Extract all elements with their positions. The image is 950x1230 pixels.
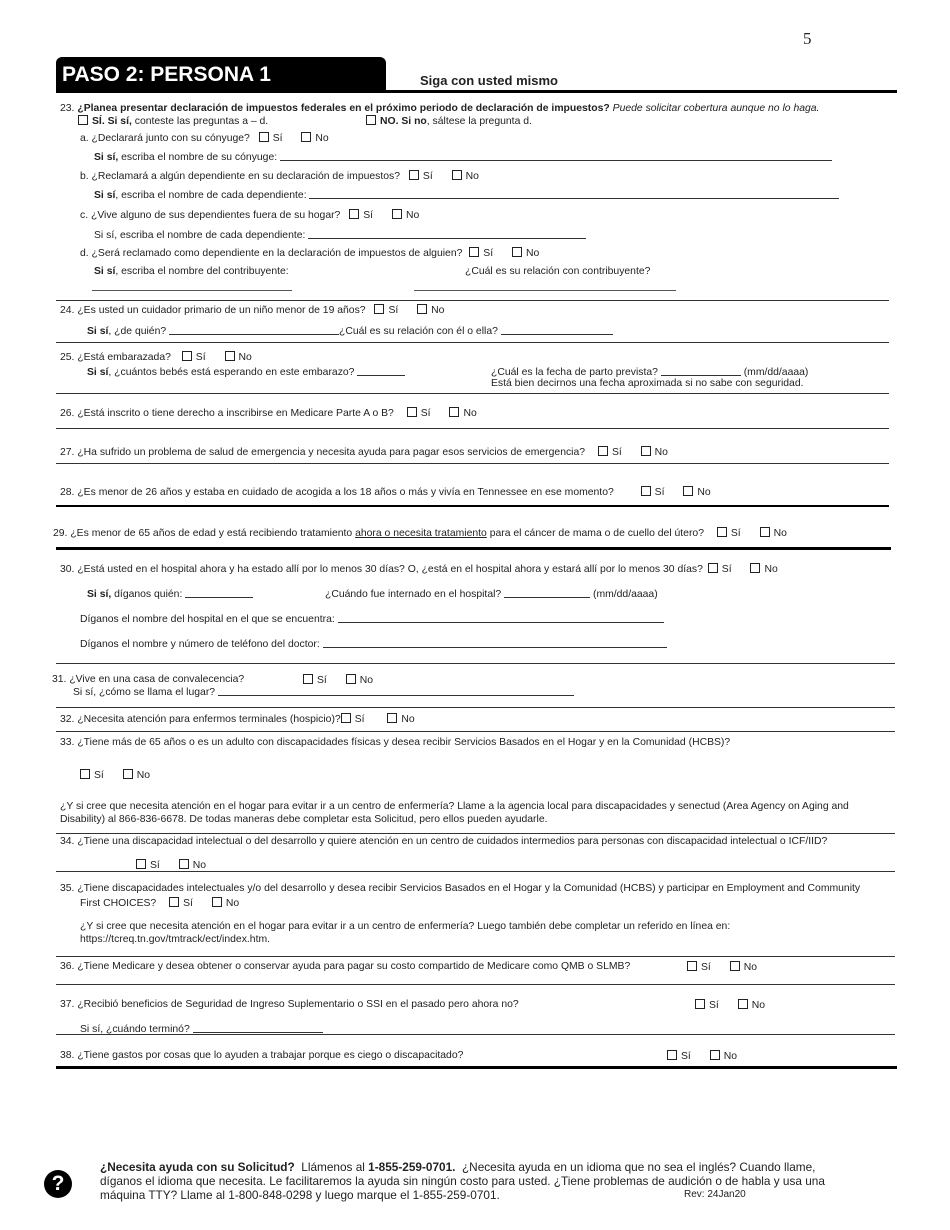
q23a-no-checkbox[interactable] — [301, 132, 311, 142]
q37-no-checkbox[interactable] — [738, 999, 748, 1009]
q28-row: 28. ¿Es menor de 26 años y estaba en cuidado de acogida a los 18 años o más y vivía en Tennessee en ese momento? Sí No — [60, 487, 711, 498]
divider — [56, 833, 895, 834]
q37-question: 37. ¿Recibió beneficios de Seguridad de Ingreso Suplementario o SSI en el pasado pero ahora no? — [60, 999, 519, 1010]
hospital-name-field[interactable] — [338, 613, 664, 623]
q23d-row: d. ¿Será reclamado como dependiente en la declaración de impuestos de alguien? Sí No — [80, 248, 540, 259]
q32-no-checkbox[interactable] — [387, 713, 397, 723]
page-number: 5 — [803, 29, 812, 48]
divider — [56, 731, 895, 732]
q32-yes-checkbox[interactable] — [341, 713, 351, 723]
divider — [56, 463, 889, 464]
divider — [56, 300, 889, 301]
q23-yes-option: SÍ. Si sí, conteste las preguntas a – d. — [78, 115, 268, 127]
due-date-field[interactable] — [661, 366, 741, 376]
q37-follow: Si sí, ¿cuándo terminó? — [80, 1023, 323, 1035]
q23a-follow: Si sí, escriba el nombre de su cónyuge: — [94, 151, 832, 163]
q23b-follow: Si sí, escriba el nombre de cada dependiente: — [94, 189, 839, 201]
q33-note-line1: ¿Y si cree que necesita atención en el hogar para evitar ir a un centro de enfermería? Llame a la agencia local para discapacidades y senectud (Area Agency on Aging and — [60, 801, 849, 812]
q23c-follow: Si sí, escriba el nombre de cada dependiente: — [94, 229, 586, 241]
q30-row: 30. ¿Está usted en el hospital ahora y ha estado allí por lo menos 30 días? O, ¿está en el hospital ahora y estará allí por lo menos 30 días? Sí No — [60, 564, 778, 575]
q23-no-checkbox[interactable] — [366, 115, 376, 125]
ssi-end-field[interactable] — [193, 1023, 323, 1033]
header-rule — [56, 90, 897, 93]
q29-row: 29. ¿Es menor de 65 años de edad y está recibiendo tratamiento ahora o necesita tratamiento para el cáncer de mama o de cuello del útero? Sí No — [53, 528, 787, 539]
q35-question-line1: 35. ¿Tiene discapacidades intelectuales y/o del desarrollo y desea recibir Servicios Basados en el Hogar y la Comunidad (HCBS) y participar en Employment and Community — [60, 883, 861, 894]
q23c-row: c. ¿Vive alguno de sus dependientes fuera de su hogar? Sí No — [80, 210, 420, 221]
q36-options: Sí No — [687, 961, 773, 973]
q35-note-link[interactable]: https://tcreq.tn.gov/tmtrack/ect/index.htm. — [80, 934, 270, 945]
bottom-rule — [56, 1066, 897, 1069]
q29-no-checkbox[interactable] — [760, 527, 770, 537]
q28-yes-checkbox[interactable] — [641, 486, 651, 496]
q33-note-line2: Disability) al 866-836-6678. De todas maneras debe completar esta Solicitud, pero ellos pueden ayudarle. — [60, 814, 548, 825]
q23d-no-checkbox[interactable] — [512, 247, 522, 257]
q24-yes-checkbox[interactable] — [374, 304, 384, 314]
q38-no-checkbox[interactable] — [710, 1050, 720, 1060]
q25-yes-checkbox[interactable] — [182, 351, 192, 361]
q23b-yes-checkbox[interactable] — [409, 170, 419, 180]
taxpayer-name-field[interactable] — [92, 290, 292, 291]
q30-admitted: ¿Cuándo fue internado en el hospital? (mm/dd/aaaa) — [325, 589, 658, 600]
q23a-row: a. ¿Declarará junto con su cónyuge? Sí No — [80, 133, 329, 144]
q36-question: 36. ¿Tiene Medicare y desea obtener o conservar ayuda para pagar su costo compartido de Medicare como QMB o SLMB? — [60, 961, 631, 972]
page-title: PASO 2: PERSONA 1 — [62, 63, 271, 86]
q33-yes-checkbox[interactable] — [80, 769, 90, 779]
footer-line1: ¿Necesita ayuda con su Solicitud? Llámenos al 1-855-259-0701. ¿Necesita ayuda en un idioma que no sea el inglés? Cuando llame, — [100, 1160, 816, 1174]
divider — [56, 342, 889, 343]
q30-no-checkbox[interactable] — [750, 563, 760, 573]
q24-no-checkbox[interactable] — [417, 304, 427, 314]
q25-row: 25. ¿Está embarazada? Sí No — [60, 352, 252, 363]
divider — [56, 707, 895, 708]
q29-yes-checkbox[interactable] — [717, 527, 727, 537]
babies-count-field[interactable] — [357, 366, 405, 376]
q25-follow: Si sí, ¿cuántos bebés está esperando en este embarazo? — [87, 366, 405, 378]
q30-follow: Si sí, díganos quién: — [87, 588, 253, 600]
q36-yes-checkbox[interactable] — [687, 961, 697, 971]
page-subtitle: Siga con usted mismo — [420, 73, 558, 88]
q26-yes-checkbox[interactable] — [407, 407, 417, 417]
q23d-follow: Si sí, escriba el nombre del contribuyente: — [94, 266, 289, 277]
q37-yes-checkbox[interactable] — [695, 999, 705, 1009]
footer-line3: máquina TTY? Llame al 1-800-848-0298 y luego marque el 1-855-259-0701. — [100, 1188, 500, 1202]
q24-row: 24. ¿Es usted un cuidador primario de un niño menor de 19 años? Sí No — [60, 305, 445, 316]
q37-options: Sí No — [695, 999, 781, 1011]
q30-hospital: Díganos el nombre del hospital en el que se encuentra: — [80, 613, 664, 625]
child-name-field[interactable] — [169, 325, 339, 335]
revision-date: Rev: 24Jan20 — [684, 1189, 746, 1200]
divider — [56, 956, 895, 957]
q34-yes-checkbox[interactable] — [136, 859, 146, 869]
divider — [56, 663, 895, 664]
footer-line2: díganos el idioma que necesita. Le facilitaremos la ayuda sin ningún costo para usted. ¿Tiene problemas de audición o de habla y usa una — [100, 1174, 825, 1188]
q24-follow: Si sí, ¿de quién? ¿Cuál es su relación con él o ella? — [87, 325, 613, 337]
q33-no-checkbox[interactable] — [123, 769, 133, 779]
q25-approx-note: Está bien decirnos una fecha aproximada si no sabe con seguridad. — [491, 378, 804, 389]
q26-no-checkbox[interactable] — [449, 407, 459, 417]
q23d-relation-label: ¿Cuál es su relación con contribuyente? — [465, 266, 651, 277]
help-icon: ? — [44, 1170, 72, 1198]
divider — [56, 505, 889, 507]
divider — [56, 1034, 895, 1035]
q32-row: 32. ¿Necesita atención para enfermos terminales (hospicio)? Sí No — [60, 714, 415, 725]
q28-no-checkbox[interactable] — [683, 486, 693, 496]
q27-yes-checkbox[interactable] — [598, 446, 608, 456]
outside-dependents-field[interactable] — [308, 229, 586, 239]
taxpayer-relation-field[interactable] — [414, 290, 676, 291]
q35-note-line1: ¿Y si cree que necesita atención en el hogar para evitar ir a un centro de enfermería? Luego también debe completar un referido en línea en: — [80, 921, 731, 932]
q23-no-option: NO. Si no, sáltese la pregunta d. — [366, 115, 532, 127]
divider — [56, 428, 889, 429]
q38-options: Sí No — [667, 1050, 753, 1062]
divider — [56, 393, 889, 394]
child-relation-field[interactable] — [501, 325, 613, 335]
q34-no-checkbox[interactable] — [179, 859, 189, 869]
q34-question: 34. ¿Tiene una discapacidad intelectual o del desarrollo y quiere atención en un centro de cuidados intermedios para personas con discapacidad intelectual o ICF/IID? — [60, 836, 828, 847]
q23-yes-checkbox[interactable] — [78, 115, 88, 125]
hospital-person-field[interactable] — [185, 588, 253, 598]
q31-yes-checkbox[interactable] — [303, 674, 313, 684]
nursing-home-field[interactable] — [218, 686, 574, 696]
doctor-field[interactable] — [323, 638, 667, 648]
admit-date-field[interactable] — [504, 588, 590, 598]
q23b-row: b. ¿Reclamará a algún dependiente en su declaración de impuestos? Sí No — [80, 171, 479, 182]
spouse-name-field[interactable] — [280, 151, 832, 161]
q35-yes-checkbox[interactable] — [169, 897, 179, 907]
divider — [56, 984, 895, 985]
q33-options: Sí No — [80, 769, 166, 781]
q25-due-date: ¿Cuál es la fecha de parto prevista? (mm/dd/aaaa) — [491, 367, 809, 378]
q30-doctor: Díganos el nombre y número de teléfono del doctor: — [80, 638, 667, 650]
divider — [56, 547, 891, 550]
q34-options: Sí No — [136, 859, 222, 871]
q38-yes-checkbox[interactable] — [667, 1050, 677, 1060]
section-header — [56, 57, 386, 91]
q23-question: 23. ¿Planea presentar declaración de impuestos federales en el próximo periodo de declaración de impuestos? Puede solicitar cobertura aunque no lo haga. — [60, 103, 820, 114]
q31-options: Sí No — [303, 674, 389, 686]
divider — [56, 871, 895, 872]
q27-no-checkbox[interactable] — [641, 446, 651, 456]
q23d-yes-checkbox[interactable] — [469, 247, 479, 257]
q33-question: 33. ¿Tiene más de 65 años o es un adulto con discapacidades físicas y desea recibir Servicios Basados en el Hogar y en la Comunidad (HCBS)? — [60, 737, 731, 748]
q35-question-line2: First CHOICES? Sí No — [80, 898, 240, 909]
dependent-names-field[interactable] — [309, 189, 839, 199]
q26-row: 26. ¿Está inscrito o tiene derecho a inscribirse en Medicare Parte A o B? Sí No — [60, 408, 477, 419]
q23c-no-checkbox[interactable] — [392, 209, 402, 219]
q31-follow: Si sí, ¿cómo se llama el lugar? — [73, 686, 574, 698]
q31-no-checkbox[interactable] — [346, 674, 356, 684]
q31-question: 31. ¿Vive en una casa de convalecencia? — [52, 674, 245, 685]
q35-no-checkbox[interactable] — [212, 897, 222, 907]
q30-yes-checkbox[interactable] — [708, 563, 718, 573]
q23c-yes-checkbox[interactable] — [349, 209, 359, 219]
q23b-no-checkbox[interactable] — [452, 170, 462, 180]
q25-no-checkbox[interactable] — [225, 351, 235, 361]
q38-question: 38. ¿Tiene gastos por cosas que lo ayuden a trabajar porque es ciego o discapacitado? — [60, 1050, 464, 1061]
q36-no-checkbox[interactable] — [730, 961, 740, 971]
q27-row: 27. ¿Ha sufrido un problema de salud de emergencia y necesita ayuda para pagar esos servicios de emergencia? Sí No — [60, 447, 668, 458]
q23a-yes-checkbox[interactable] — [259, 132, 269, 142]
